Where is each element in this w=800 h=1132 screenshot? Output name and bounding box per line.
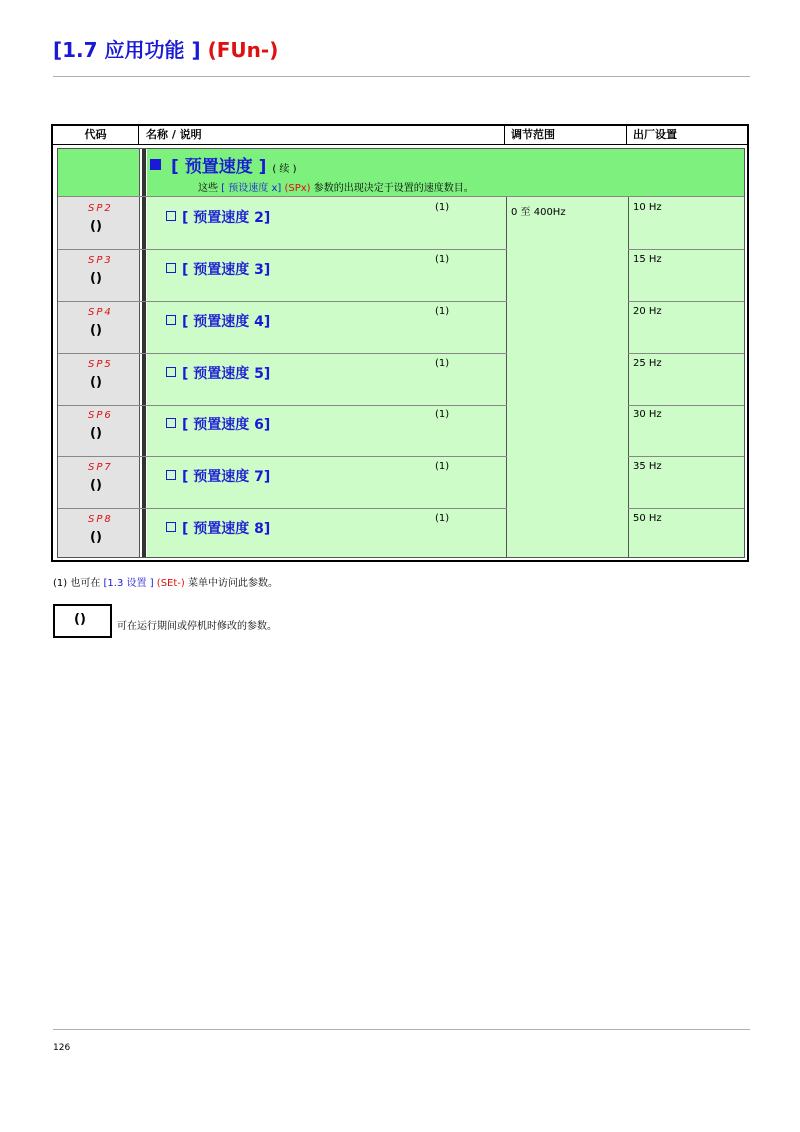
default-sp5: 25 Hz xyxy=(633,358,662,369)
param-name-sp2: [ 预置速度 2] xyxy=(166,207,270,227)
code-sp5: SP5 xyxy=(88,359,113,370)
param-name-sp8: [ 预置速度 8] xyxy=(166,518,270,538)
legend-text: 可在运行期间或停机时修改的参数。 xyxy=(117,621,277,632)
page-number: 126 xyxy=(53,1043,71,1053)
modify-icon: () xyxy=(90,426,102,441)
code-sp2: SP2 xyxy=(88,203,113,214)
table-body xyxy=(57,148,745,558)
param-name-sp5: [ 预置速度 5] xyxy=(166,363,270,383)
checkbox-icon xyxy=(166,315,176,325)
section-title: [ 预置速度 ] ( 续 ) xyxy=(150,152,296,177)
param-name-sp3: [ 预置速度 3] xyxy=(166,259,270,279)
modify-icon: () xyxy=(90,478,102,493)
modify-icon: () xyxy=(90,219,102,234)
checkbox-icon xyxy=(166,367,176,377)
checkbox-icon xyxy=(166,470,176,480)
footnote-ref: (1) xyxy=(435,306,450,317)
footnote: (1) 也可在 [1.3 设置 ] (SEt-) 菜单中访问此参数。 xyxy=(53,578,278,589)
modify-icon: () xyxy=(90,530,102,545)
footnote-ref: (1) xyxy=(435,409,450,420)
footnote-ref: (1) xyxy=(435,461,450,472)
code-sp4: SP4 xyxy=(88,307,113,318)
page-title-code: (FUn-) xyxy=(207,38,279,62)
header-default: 出厂设置 xyxy=(633,128,677,141)
param-name-sp4: [ 预置速度 4] xyxy=(166,311,270,331)
footnote-ref: (1) xyxy=(435,202,450,213)
divider-range xyxy=(506,197,507,557)
divider-default xyxy=(628,197,629,557)
modify-icon: () xyxy=(90,375,102,390)
checkbox-icon xyxy=(166,211,176,221)
header-divider xyxy=(53,144,747,145)
section-square-icon xyxy=(150,159,161,170)
checkbox-icon xyxy=(166,522,176,532)
code-sp8: SP8 xyxy=(88,514,113,525)
range-value: 0 至 400Hz xyxy=(511,207,566,218)
section-divider xyxy=(58,196,744,197)
header-range: 调节范围 xyxy=(505,126,627,144)
modify-icon: () xyxy=(74,612,86,627)
modify-icon: () xyxy=(90,323,102,338)
bottom-divider xyxy=(53,1029,750,1030)
footnote-ref: (1) xyxy=(435,358,450,369)
param-name-sp7: [ 预置速度 7] xyxy=(166,466,270,486)
code-sp3: SP3 xyxy=(88,255,113,266)
default-sp4: 20 Hz xyxy=(633,306,662,317)
checkbox-icon xyxy=(166,418,176,428)
footnote-ref: (1) xyxy=(435,254,450,265)
page-title-menu: [1.7 应用功能 ] xyxy=(53,38,201,62)
code-sp6: SP6 xyxy=(88,410,113,421)
page-title xyxy=(53,34,278,63)
default-sp2: 10 Hz xyxy=(633,202,662,213)
header-code: 代码 xyxy=(53,126,139,144)
table-header xyxy=(53,126,747,144)
modify-icon: () xyxy=(90,271,102,286)
legend-box xyxy=(53,604,112,638)
section-code-cell xyxy=(58,149,139,196)
parameter-table xyxy=(51,124,749,562)
default-sp7: 35 Hz xyxy=(633,461,662,472)
header-name: 名称 / 说明 xyxy=(139,126,505,144)
section-description: 这些 [ 预设速度 x] (SPx) 参数的出现决定于设置的速度数目。 xyxy=(198,183,474,194)
top-divider xyxy=(53,76,750,77)
default-sp3: 15 Hz xyxy=(633,254,662,265)
default-sp6: 30 Hz xyxy=(633,409,662,420)
checkbox-icon xyxy=(166,263,176,273)
param-name-sp6: [ 预置速度 6] xyxy=(166,414,270,434)
default-sp8: 50 Hz xyxy=(633,513,662,524)
code-sp7: SP7 xyxy=(88,462,113,473)
footnote-ref: (1) xyxy=(435,513,450,524)
